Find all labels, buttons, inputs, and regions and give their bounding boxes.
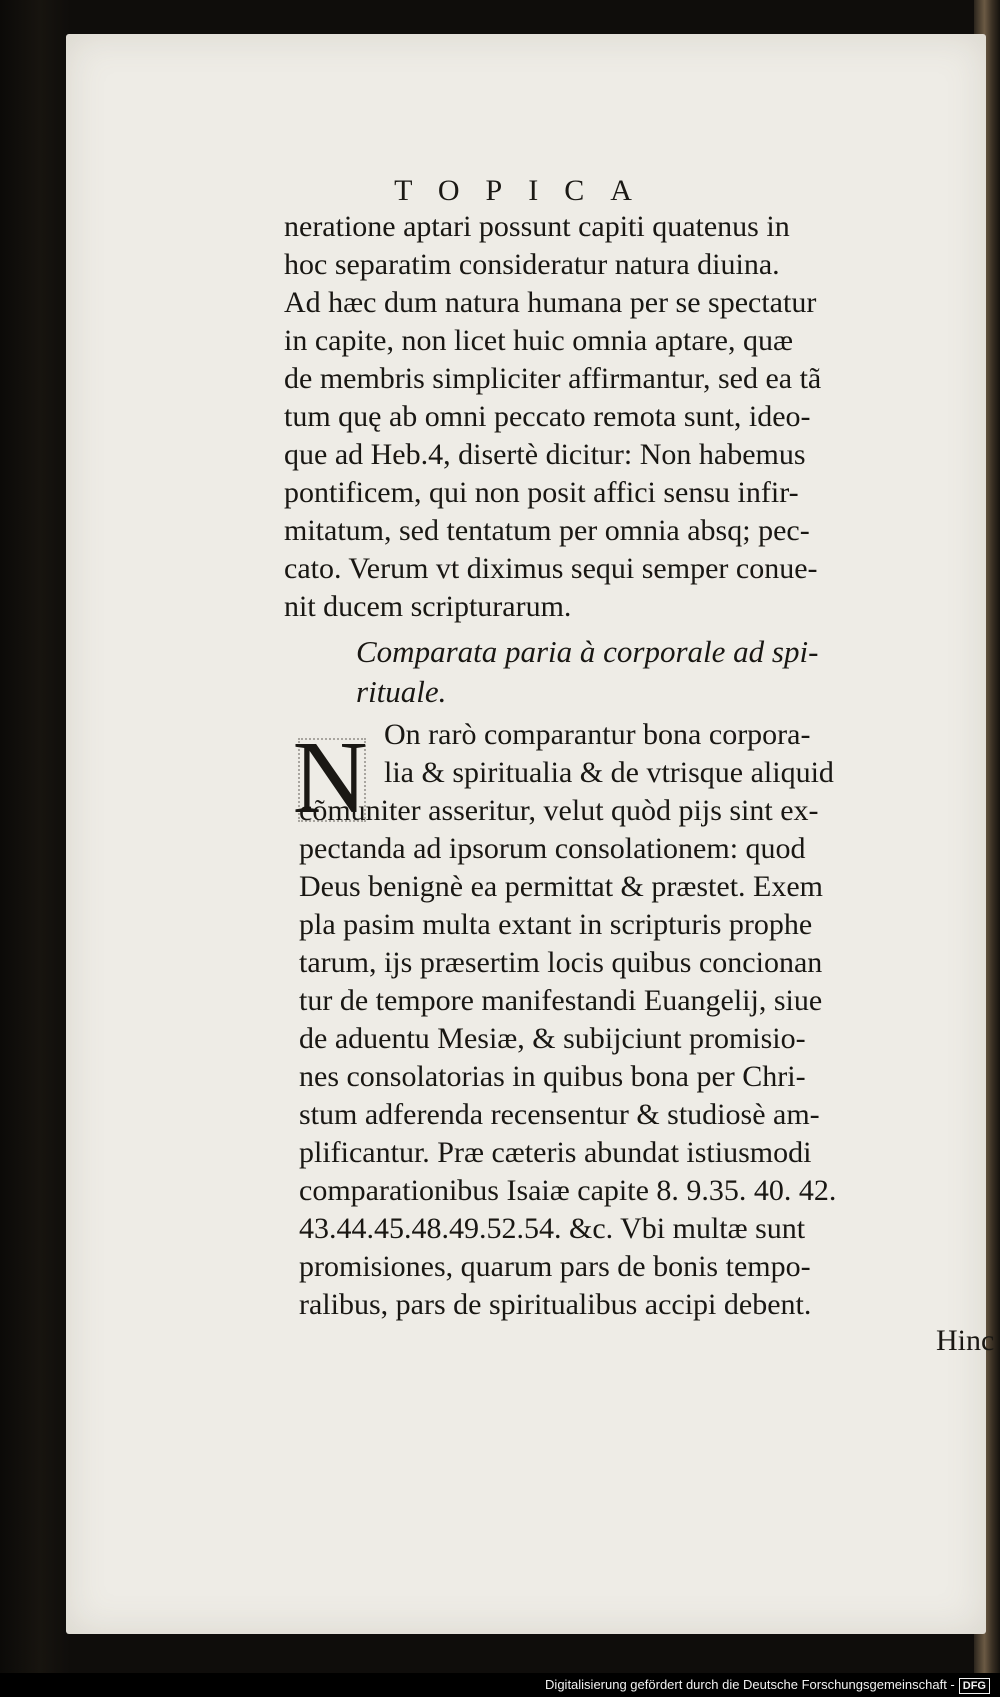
text-line: 43.44.45.48.49.52.54. &c. Vbi multæ sunt — [299, 1212, 806, 1245]
text-line: que ad Heb.4, disertè dicitur: Non habemus — [284, 438, 806, 471]
text-line: de aduentu Mesiæ, & subijciunt promisio- — [299, 1022, 806, 1055]
decorated-initial: N — [292, 720, 368, 835]
text-line: pectanda ad ipsorum consolationem: quod — [299, 832, 806, 865]
text-line: plificantur. Præ cæteris abundat istiusmodi — [299, 1136, 812, 1169]
footer-text: Digitalisierung gefördert durch die Deutsche Forschungsgemeinschaft - — [545, 1677, 955, 1692]
text-line: cato. Verum vt diximus sequi semper conue- — [284, 552, 818, 585]
text-line: pla pasim multa extant in scripturis prophe — [299, 908, 813, 941]
text-line: tur de tempore manifestandi Euangelij, siue — [299, 984, 823, 1017]
text-line: mitatum, sed tentatum per omnia absq; pec- — [284, 514, 810, 547]
running-header: TOPICA — [394, 174, 658, 207]
text-line: Deus benignè ea permittat & præstet. Exem — [299, 870, 824, 903]
text-line: hoc separatim consideratur natura diuina. — [284, 248, 780, 281]
text-line: stum adferenda recensentur & studiosè am- — [299, 1098, 820, 1131]
section-heading-line: rituale. — [356, 674, 447, 709]
text-line: tarum, ijs præsertim locis quibus concionan — [299, 946, 823, 979]
text-line: comparationibus Isaiæ capite 8. 9.35. 40. 42. — [299, 1174, 837, 1207]
text-line: ralibus, pars de spiritualibus accipi debent. — [299, 1288, 812, 1321]
text-line: de membris simpliciter affirmantur, sed ea tã — [284, 362, 822, 395]
text-line: Ad hæc dum natura humana per se spectatur — [284, 286, 817, 319]
text-line: tum quę ab omni peccato remota sunt, ideo- — [284, 400, 811, 433]
dfg-logo: DFG — [959, 1678, 990, 1694]
book-page — [66, 34, 995, 1634]
catchword: Hinc — [936, 1324, 995, 1357]
text-line: nit ducem scripturarum. — [284, 590, 572, 623]
text-line: neratione aptari possunt capiti quatenus in — [284, 210, 790, 243]
text-line: On rarò comparantur bona corpora- — [384, 718, 811, 751]
section-heading-line: Comparata paria à corporale ad spi- — [356, 634, 819, 669]
text-line: cõmuniter asseritur, velut quòd pijs sint ex- — [299, 794, 819, 827]
text-line: lia & spiritualia & de vtrisque aliquid — [384, 756, 834, 789]
text-line: pontificem, qui non posit affici sensu infir- — [284, 476, 799, 509]
text-line: in capite, non licet huic omnia aptare, quæ — [284, 324, 794, 357]
digitization-footer — [0, 1673, 1000, 1697]
text-line: promisiones, quarum pars de bonis tempo- — [299, 1250, 811, 1283]
text-line: nes consolatorias in quibus bona per Chri- — [299, 1060, 806, 1093]
